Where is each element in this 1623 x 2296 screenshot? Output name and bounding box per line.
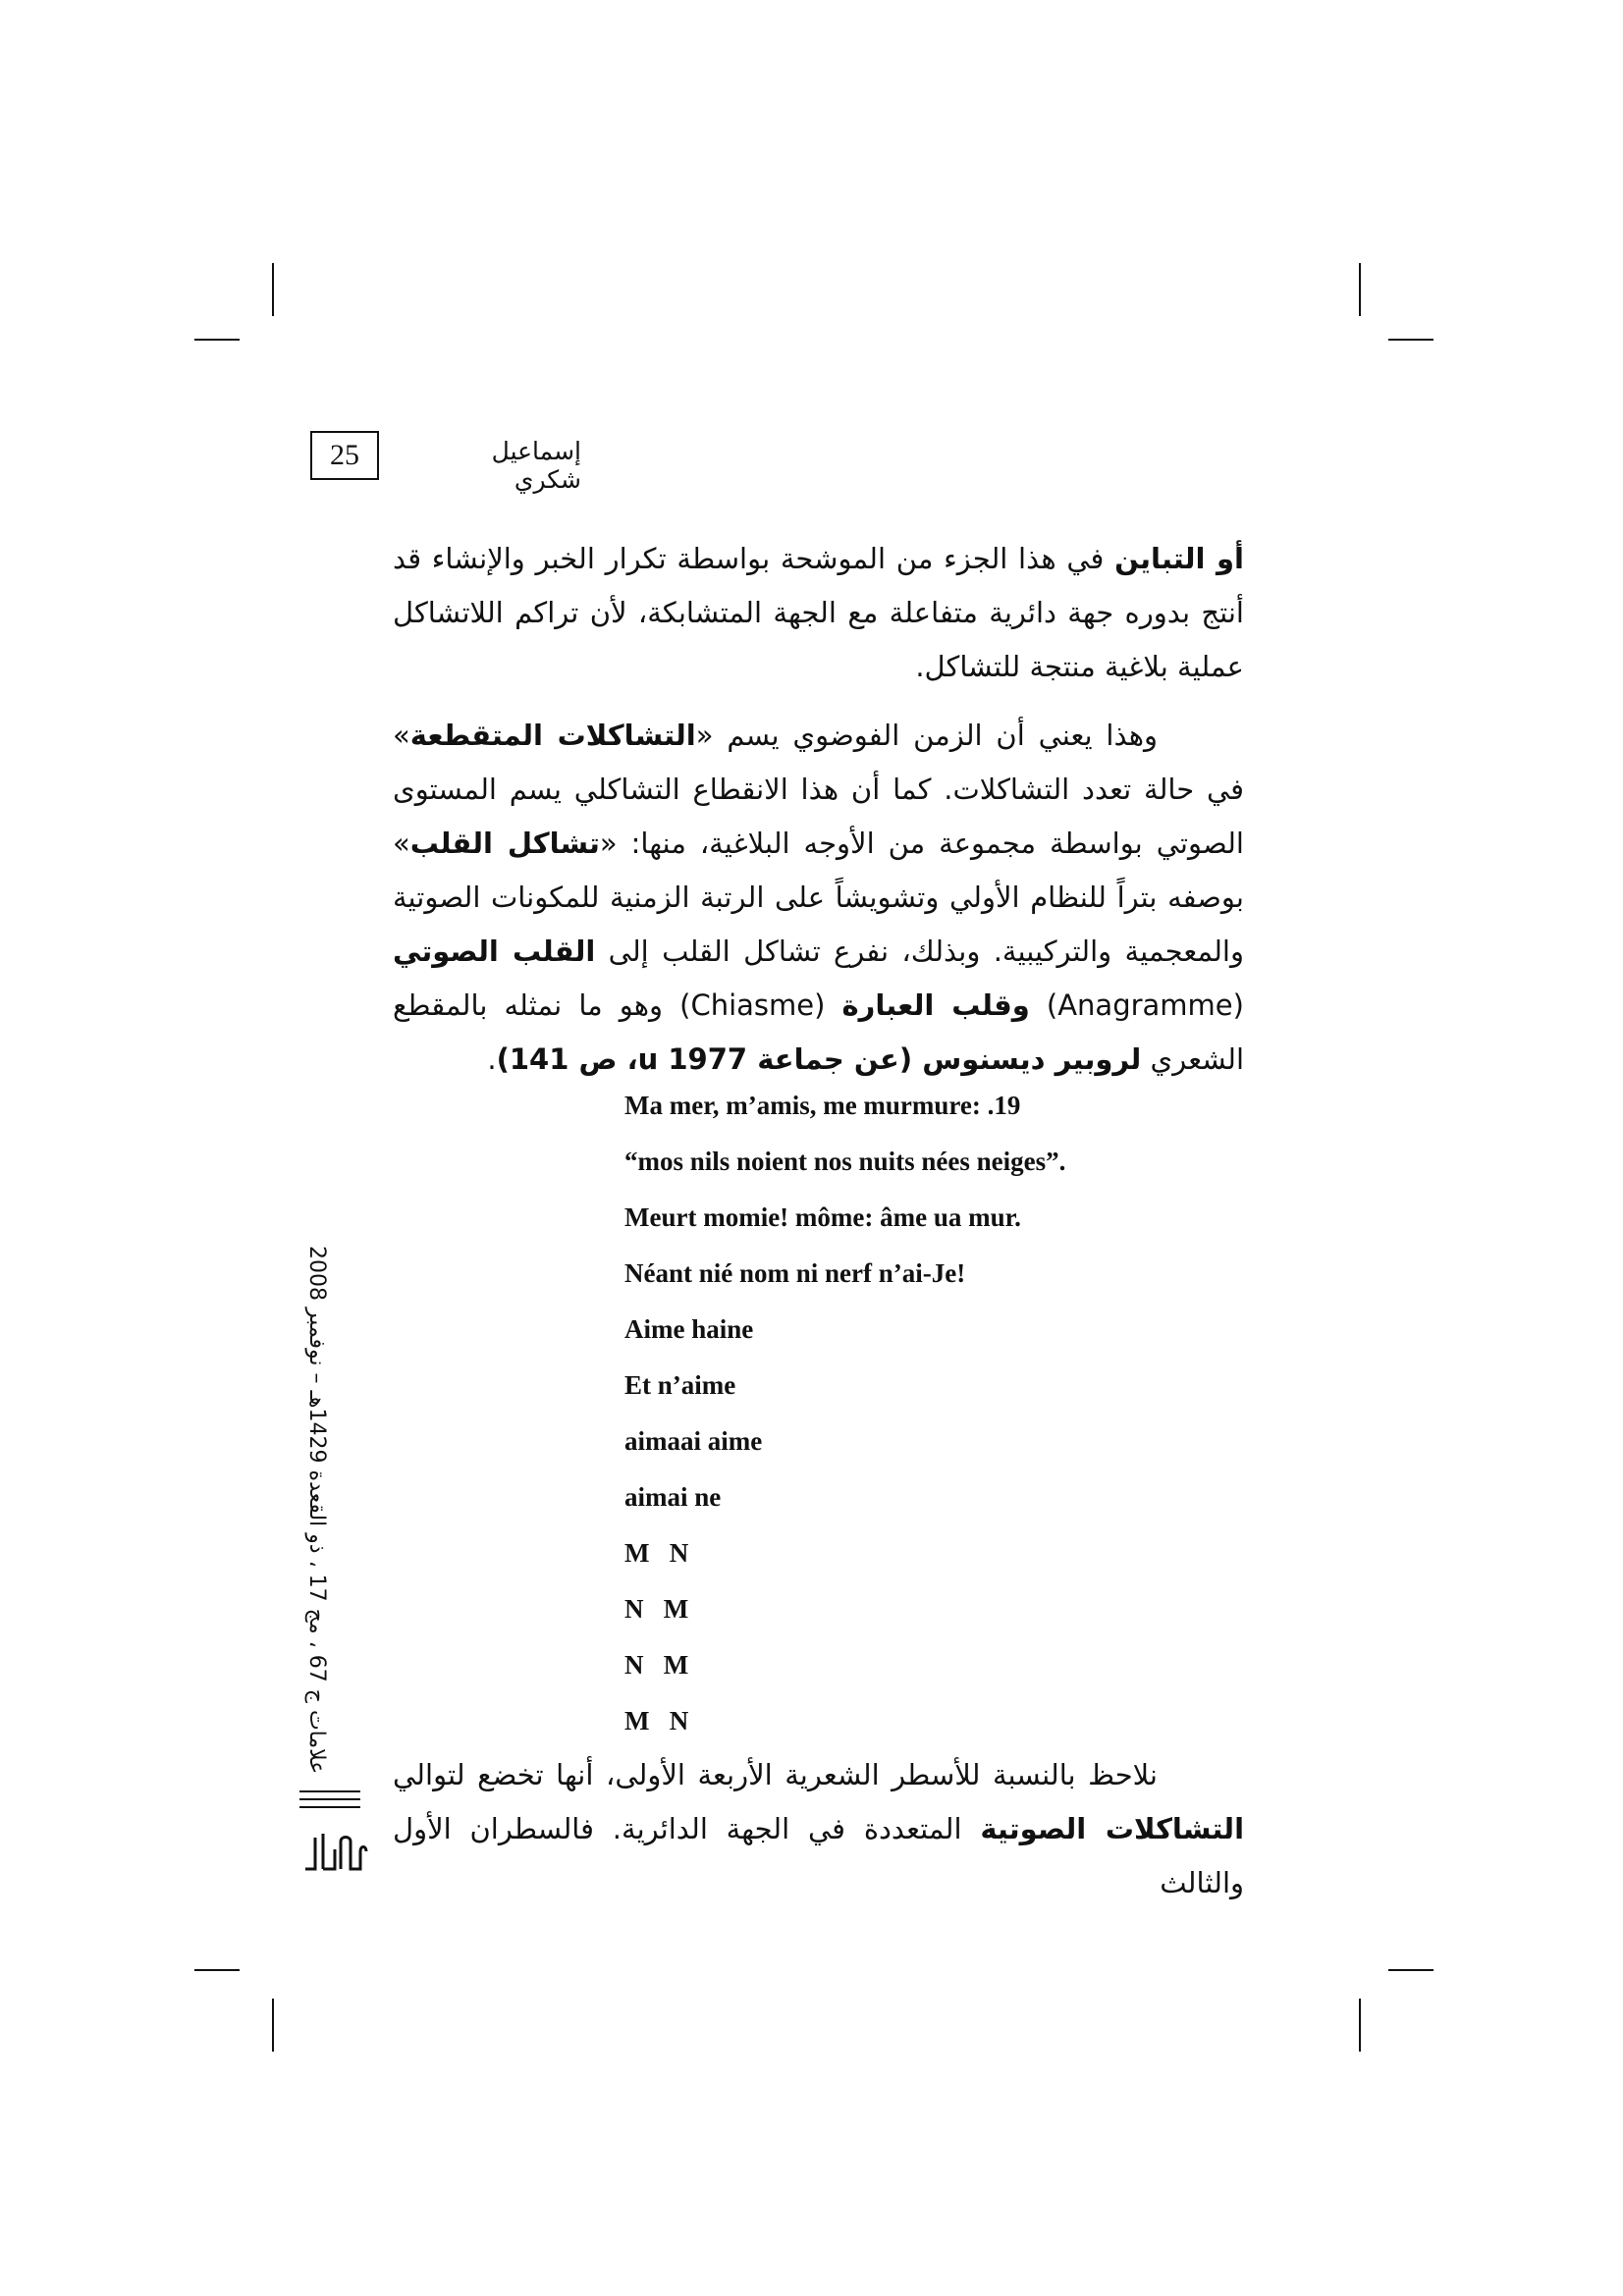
poem-line: N M [624,1650,689,1680]
poem-line: N M [624,1594,689,1624]
paragraph-text: في هذا الجزء من الموشحة بواسطة تكرار الخبر والإنشاء قد أنتج بدوره جهة دائرية متفاعلة مع الجهة المتشابكة، لأن تراكم اللاتشاكل عملية بلاغية منتجة للتشاكل. [393,542,1244,683]
paragraph-text: (Chiasme) وهو ما نمثله بالمقطع الشعري [393,988,1244,1076]
crop-mark [194,1969,240,1971]
bold-term: القلب الصوتي [393,934,596,968]
crop-mark [1359,1999,1361,2052]
poem-line: Meurt momie! môme: âme ua mur. [624,1202,1021,1232]
poem [624,1078,1065,1749]
page-number: 25 [310,431,379,480]
poem-line: Et n’aime [624,1370,736,1400]
paragraph-text: وهذا يعني أن الزمن الفوضوي يسم « [695,719,1159,752]
citation: لروبير ديسنوس (عن جماعة u 1977، ص 141) [496,1042,1142,1076]
paragraph [393,532,1244,694]
bold-term: التشاكلات الصوتية [980,1812,1245,1845]
poem-line: M N [624,1538,689,1568]
paragraph-text: » بوصفه بتراً للنظام الأولي وتشويشاً على الرتبة الزمنية للمكونات الصوتية والمعجمية والتركيبية. وبذلك، نفرع تشاكل القلب إلى [393,827,1244,968]
poem-line: Néant nié nom ni nerf n’ai-Je! [624,1258,966,1288]
divider [299,1798,360,1800]
crop-mark [194,339,240,341]
bold-term: تشاكل القلب [409,827,600,860]
paragraph-text: . [487,1042,497,1076]
paragraph-text: (Anagramme) [1029,988,1244,1022]
poem-line: aimai ne [624,1482,722,1512]
bold-term: التشاكلات المتقطعة [409,719,696,752]
journal-info: علامات ج 67 ، مج 17 ، ذو القعدة 1429هـ – نوفمبر 2008 [304,1245,329,1774]
crop-mark [272,263,274,316]
journal-logo [301,1828,370,1877]
crop-mark [272,1999,274,2052]
bold-term: وقلب العبارة [841,988,1030,1022]
poem-line: aimaai aime [624,1426,763,1456]
paragraph [393,709,1244,1087]
paragraph [393,1748,1244,1910]
paragraph-text: نلاحظ بالنسبة للأسطر الشعرية الأربعة الأولى، أنها تخضع لتوالي [393,1758,1158,1791]
poem-line: M N [624,1706,689,1735]
crop-mark [1388,339,1434,341]
crop-mark [1388,1969,1434,1971]
poem-line: Ma mer, m’amis, me murmure: .19 [624,1091,1021,1120]
bold-term: أو التباين [1114,542,1244,575]
divider [299,1790,360,1792]
crop-mark [1359,263,1361,316]
author-name: إسماعيل شكري [491,437,581,494]
poem-line: “mos nils noient nos nuits nées neiges”. [624,1147,1066,1176]
divider [299,1806,360,1808]
paragraph-text: » في حالة تعدد التشاكلات. كما أن هذا الانقطاع التشاكلي يسم المستوى الصوتي بواسطة مجموعة من الأوجه البلاغية، منها: « [393,719,1244,860]
poem-line: Aime haine [624,1314,754,1344]
paragraph-text: المتعددة في الجهة الدائرية. فالسطران الأول والثالث [393,1812,1244,1899]
